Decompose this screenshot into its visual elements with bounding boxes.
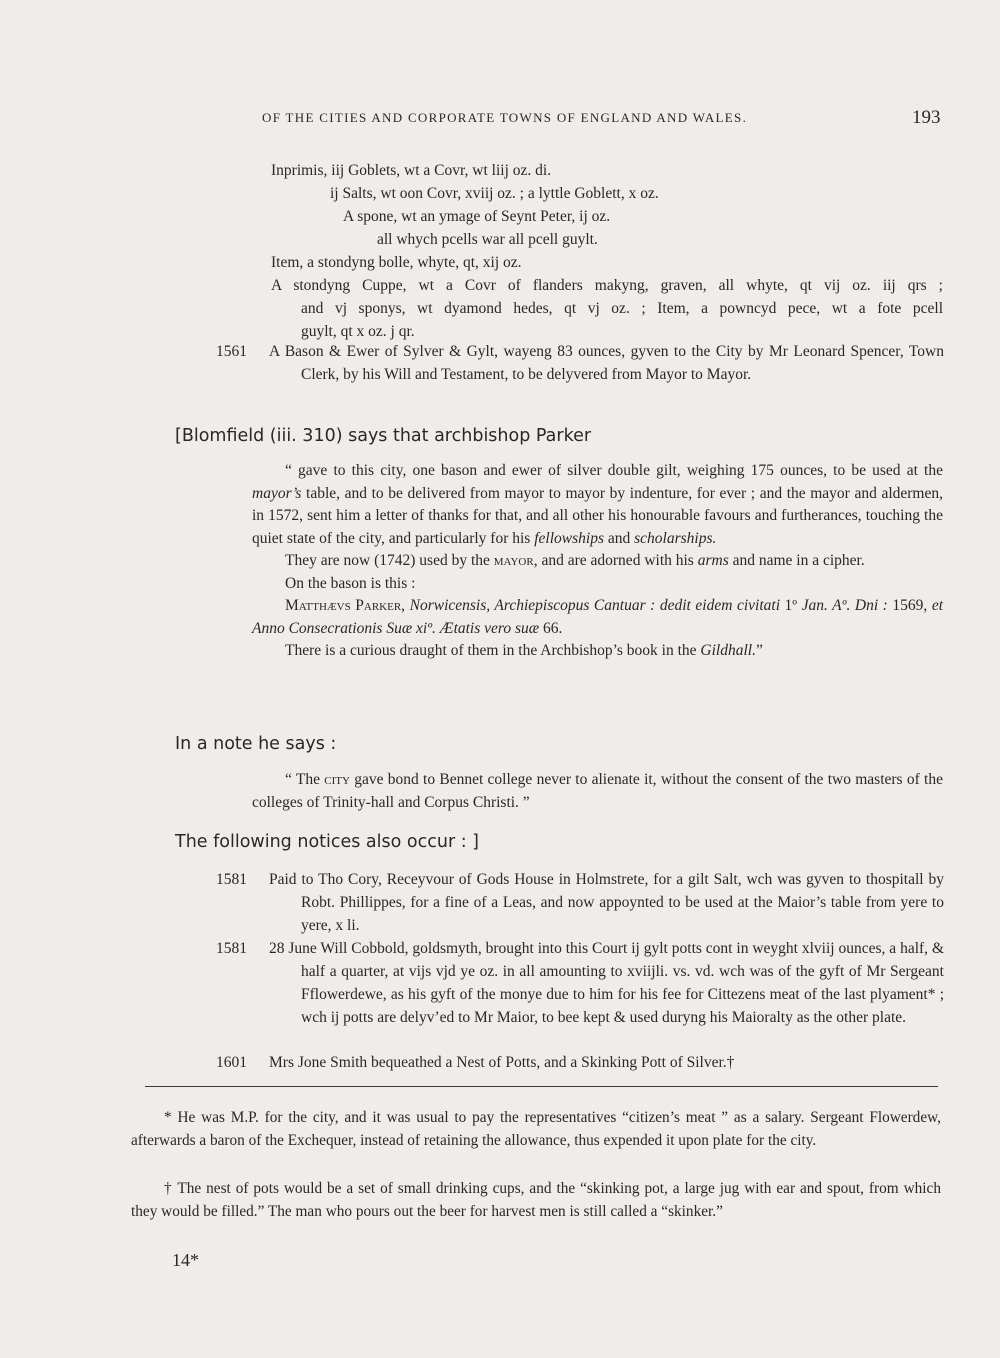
footnote-rule xyxy=(145,1086,938,1087)
inventory-line-4: all whych pcells war all pcell guylt. xyxy=(377,231,598,248)
entry-year: 1561 xyxy=(216,343,247,360)
quote-paragraph-2: They are now (1742) used by the mayor, and are adorned with his arms and name in a cipher. xyxy=(285,552,865,569)
entry-year: 1581 xyxy=(216,940,247,957)
inventory-line-2: ij Salts, wt oon Covr, xviij oz. ; a lyttle Goblett, x oz. xyxy=(330,185,659,202)
note-heading: In a note he says : xyxy=(175,734,337,754)
inventory-line-5: Item, a stondyng bolle, whyte, qt, xij oz. xyxy=(271,254,522,271)
entry-text: A Bason & Ewer of Sylver & Gylt, wayeng 83 ounces, gyven to the City by Mr Leonard Spencer, Town Clerk, by his Will and Testament, to be delyvered from Mayor to Mayor. xyxy=(269,343,944,383)
quote-paragraph-5: There is a curious draught of them in the Archbishop’s book in the Gildhall.” xyxy=(285,642,763,659)
inventory-line-6: A stondyng Cuppe, wt a Covr of flanders makyng, graven, all whyte, qt vij oz. iij qrs ; xyxy=(271,277,943,294)
entry-1601 xyxy=(216,1051,944,1076)
inventory-line-7: and vj sponys, wt dyamond hedes, qt vj oz. ; Item, a powncyd pece, wt a fote pcell xyxy=(301,300,943,317)
signature-mark: 14* xyxy=(172,1250,199,1270)
blomfield-heading: [Blomfield (iii. 310) says that archbishop Parker xyxy=(175,426,592,446)
quote-paragraph-3: On the bason is this : xyxy=(285,574,416,592)
note-quote: “ The city gave bond to Bennet college never to alienate it, without the consent of the two masters of the colleges of Trinity-hall and Corpus Christi. ” xyxy=(252,771,943,811)
entry-1581-b xyxy=(216,937,944,1052)
entry-text: Mrs Jone Smith bequeathed a Nest of Potts, and a Skinking Pott of Silver.† xyxy=(269,1054,735,1071)
quote-paragraph-1: “ gave to this city, one bason and ewer of silver double gilt, weighing 175 ounces, to be used at the mayor’s table, and to be delivered from mayor to mayor by indenture, for ever ; and the mayor and aldermen, in 1572, sent him a letter of thanks for that, and all other his honourable favours and furtherances, touching the quiet state of the city, and particularly for his fellowships and scholarships. xyxy=(252,462,943,547)
footnote-1: * He was M.P. for the city, and it was usual to pay the representatives “citizen’s meat ” as a salary. Sergeant Flowerdew, afterwards a baron of the Exchequer, instead of retaining the allowance, thus expended it upon plate for the city. xyxy=(131,1109,941,1149)
entry-1581-a xyxy=(216,868,944,938)
entry-text: Paid to Tho Cory, Receyvour of Gods House in Holmstrete, for a gilt Salt, wch was gyven to thospitall by Robt. Phillippes, for a fine of a Leas, and now appoynted to be used at the Maior’s table from yere to yere, x li. xyxy=(269,871,944,934)
footnote-2: † The nest of pots would be a set of small drinking cups, and the “skinking pot, a large jug with ear and spout, from which they would be filled.” The man who pours out the beer for harvest men is still called a “skinker.” xyxy=(131,1180,941,1220)
entry-1561 xyxy=(216,340,944,410)
quote-inscription: Matthævs Parker, Norwicensis, Archiepiscopus Cantuar : dedit eidem civitati 1º Jan. Aº. Dni : 1569, et Anno Consecrationis Suæ xiº. Ætatis vero suæ 66. xyxy=(252,597,943,637)
entry-text: 28 June Will Cobbold, goldsmyth, brought into this Court ij gylt potts cont in weyght xlviij ounces, a half, & half a quarter, at vijs vjd ye oz. in all amounting to xviijli. vs. vd. wch was of the gyft of Mr Sergeant Fflowerdewe, as his gyft of the monye due to him for his fee for Cittezens meat of the last plyament* ; wch ij potts are delyv’ed to Mr Maior, to bee kept & used duryng his Maioralty as the other plate. xyxy=(269,940,944,1026)
entry-year: 1601 xyxy=(216,1054,247,1071)
inventory-line-1: Inprimis, iij Goblets, wt a Covr, wt liij oz. di. xyxy=(271,162,552,179)
running-header: OF THE CITIES AND CORPORATE TOWNS OF ENGLAND AND WALES. xyxy=(262,110,748,125)
entry-year: 1581 xyxy=(216,871,247,888)
page-number: 193 xyxy=(912,107,941,128)
blomfield-quote xyxy=(252,460,943,663)
following-heading: The following notices also occur : ] xyxy=(175,832,479,852)
inventory-line-8: guylt, qt x oz. j qr. xyxy=(301,323,415,340)
inventory-line-3: A spone, wt an ymage of Seynt Peter, ij oz. xyxy=(343,208,611,225)
